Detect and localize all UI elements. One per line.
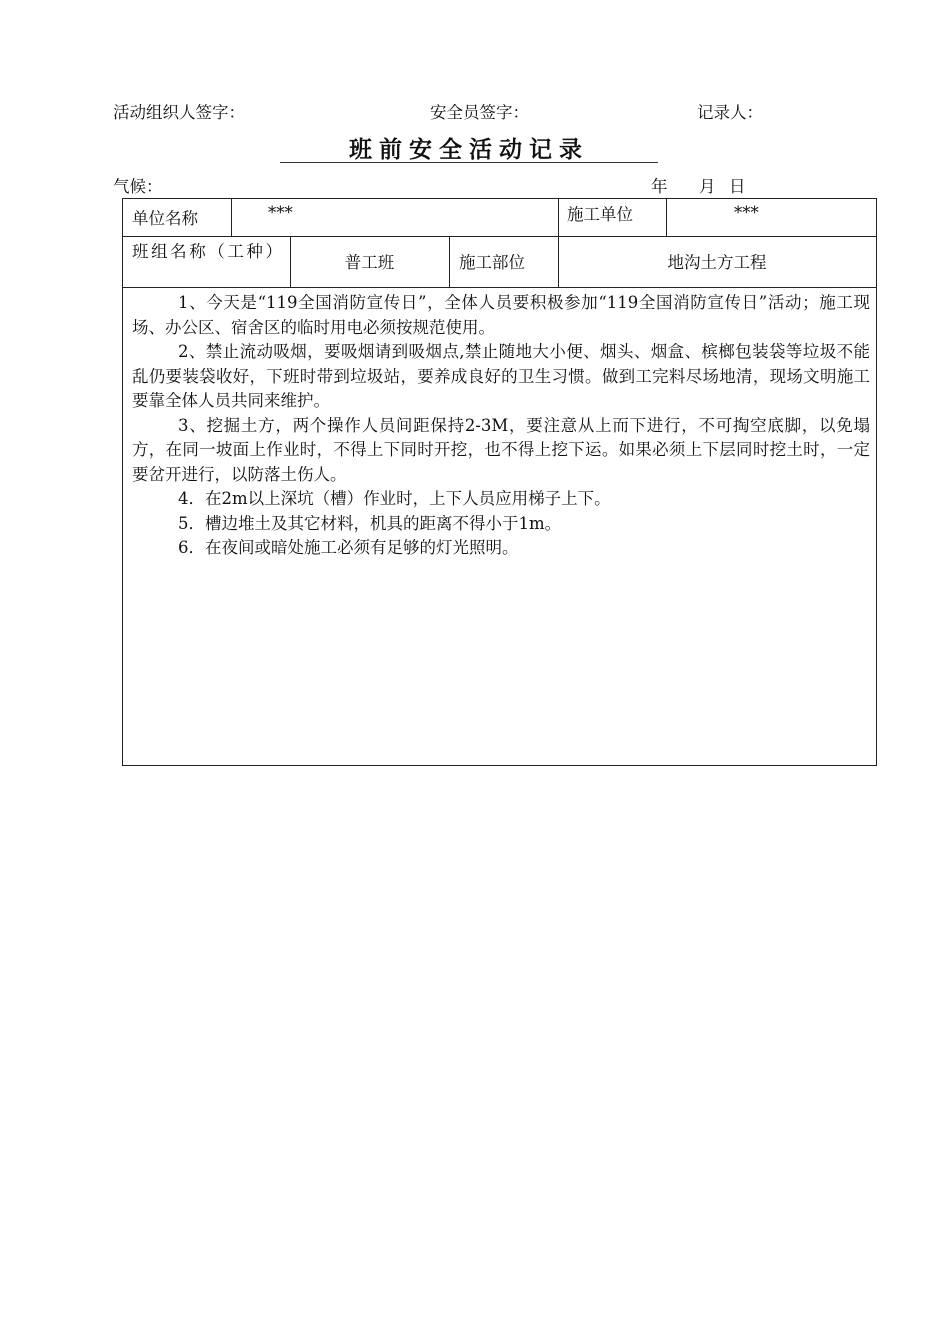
team-name-value: 普工班 [344, 253, 395, 272]
content-paragraph: 3、挖掘土方，两个操作人员间距保持2-3M，要注意从上而下进行，不可掏空底脚，以免塌方，在同一坡面上作业时，不得上下同时开挖，也不得上挖下运。如果必须上下层同时挖土时，一定要岔开进行，以防落土伤人。 [132, 415, 870, 484]
team-name-label: 班组名称（工种） [132, 242, 284, 261]
day-label: 日 [729, 177, 746, 196]
column-divider [231, 199, 232, 236]
month-label: 月 [699, 177, 716, 196]
page-title: 班前安全活动记录 [349, 136, 589, 163]
recorder-label: 记录人： [697, 103, 763, 122]
unit-name-label: 单位名称 [132, 209, 198, 228]
construction-part-label: 施工部位 [459, 253, 525, 272]
row-divider [123, 287, 876, 288]
content-paragraph: 6．在夜间或暗处施工必须有足够的灯光照明。 [178, 538, 519, 557]
content-paragraph: 5．槽边堆土及其它材料，机具的距离不得小于1m。 [178, 513, 562, 533]
construction-unit-value: *** [734, 203, 759, 222]
column-divider [666, 199, 667, 236]
row-divider [123, 236, 876, 237]
year-label: 年 [651, 177, 668, 196]
safety-content [132, 291, 870, 561]
safety-record-form [122, 198, 877, 766]
title-underline [280, 162, 658, 163]
column-divider [449, 236, 450, 287]
content-paragraph: 2、禁止流动吸烟，要吸烟请到吸烟点,禁止随地大小便、烟头、烟盒、槟榔包装袋等垃圾不能乱仍要装袋收好，下班时带到垃圾站，要养成良好的卫生习惯。做到工完料尽场地清，现场文明施工要靠全体人员共同来维护。 [132, 342, 870, 410]
content-paragraph: 1、今天是“119全国消防宣传日”，全体人员要积极参加“119全国消防宣传日”活动；施工现场、办公区、宿舍区的临时用电必须按规范使用。 [132, 293, 870, 337]
organizer-signature-label: 活动组织人签字： [113, 103, 245, 122]
safety-officer-signature-label: 安全员签字： [430, 103, 529, 122]
construction-unit-label: 施工单位 [567, 205, 633, 224]
unit-name-value: *** [268, 203, 293, 222]
weather-label: 气候： [113, 177, 163, 196]
construction-part-value: 地沟土方工程 [667, 253, 767, 272]
content-paragraph: 4．在2m以上深坑（槽）作业时，上下人员应用梯子上下。 [178, 489, 611, 508]
